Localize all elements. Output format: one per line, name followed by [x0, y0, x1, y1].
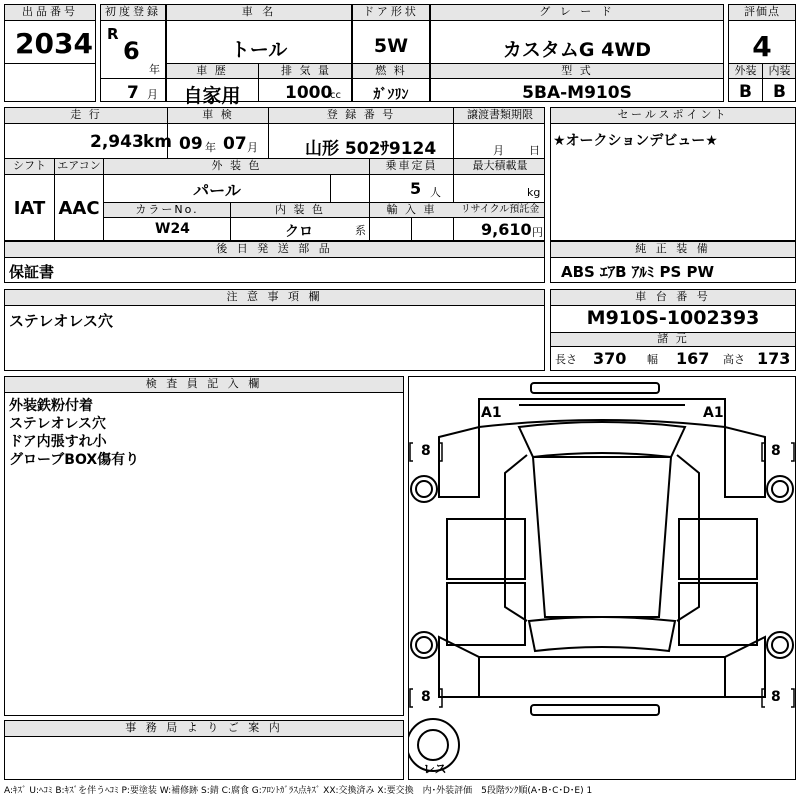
car-diagram-box	[408, 376, 796, 780]
load-unit: kg	[527, 186, 541, 199]
shift-label: シフト	[13, 159, 46, 172]
recycle-unit: 円	[532, 226, 543, 239]
capacity-label: 乗車定員	[385, 159, 438, 172]
transfer-day-unit: 日	[529, 144, 542, 157]
inspection-month: 07	[223, 134, 247, 154]
office-label: 事 務 局 よ り ご 案 内	[5, 721, 403, 737]
height-label: 高さ	[723, 353, 745, 366]
tire-rear-left: 8	[421, 689, 431, 705]
shift: IAT	[13, 198, 46, 219]
inspection-month-unit: 月	[247, 141, 260, 154]
recycle-fee: 9,610	[481, 220, 532, 239]
car-diagram	[409, 377, 795, 779]
notes-box	[4, 289, 545, 371]
grade-box	[430, 4, 724, 102]
length: 370	[593, 349, 627, 368]
tire-front-left: 8	[421, 443, 431, 459]
inspection-year: 09	[179, 134, 203, 154]
score-label: 評価点	[729, 5, 795, 21]
door-box	[352, 4, 430, 102]
reg-month: 7	[127, 83, 139, 103]
recycle-label: リサイクル預託金	[460, 204, 540, 215]
later-parts-label: 後 日 発 送 部 品	[5, 242, 544, 258]
height: 173	[757, 349, 791, 368]
chassis-label: 車 台 番 号	[551, 290, 795, 306]
office-box	[4, 720, 404, 780]
capacity: 5	[410, 179, 422, 198]
car-name: トール	[230, 39, 288, 61]
lot-box	[4, 4, 96, 102]
inspector-line-4: グローブBOX傷有り	[9, 452, 140, 468]
a1-right-mark: A1	[703, 405, 724, 421]
inspection-year-unit: 年	[205, 141, 218, 154]
exterior-color: パール	[193, 181, 241, 200]
later-parts-text: 保証書	[9, 263, 55, 281]
equipment-label: 純 正 装 備	[551, 242, 795, 258]
spare-tire: レス	[423, 762, 447, 776]
import-label: 輸 入 車	[386, 203, 437, 216]
fuel: ｶﾞｿﾘﾝ	[373, 87, 409, 103]
notes-label: 注 意 事 項 欄	[5, 290, 544, 306]
history-label: 車 歴	[196, 64, 228, 77]
color-label: 外 装 色	[211, 159, 262, 172]
score: 4	[752, 30, 772, 63]
later-parts-box	[4, 241, 545, 283]
tire-front-right: 8	[771, 443, 781, 459]
registration-number: 山形 502ｻ9124	[305, 139, 437, 159]
lot-number: 2034	[15, 27, 93, 60]
interior-grade: B	[773, 82, 786, 102]
first-reg-label: 初度登録	[101, 5, 165, 21]
detail-grid	[4, 107, 545, 241]
displacement-label: 排 気 量	[281, 64, 331, 77]
inspector-line-1: 外装鉄粉付着	[9, 398, 93, 414]
ac-label: エアコン	[57, 159, 101, 172]
ac: AAC	[58, 198, 100, 219]
int-color-unit: 系	[355, 224, 368, 237]
sales-point-box	[550, 107, 796, 241]
chassis-number: M910S-1002393	[586, 307, 760, 329]
width-label: 幅	[647, 353, 658, 366]
exterior-label: 外装	[734, 64, 757, 77]
interior-color: クロ	[285, 224, 313, 240]
era: R	[107, 25, 119, 43]
chassis-box	[550, 289, 796, 371]
equipment-box	[550, 241, 796, 283]
color-no: W24	[155, 221, 190, 237]
first-registration-box	[100, 4, 166, 102]
car-name-label: 車 名	[167, 5, 351, 21]
grade: カスタムG 4WD	[502, 39, 652, 61]
grade-label: グ レ ー ド	[431, 5, 723, 21]
mileage: 2,943	[90, 132, 144, 152]
sales-point-label: セールスポイント	[551, 108, 795, 124]
reg-year: 6	[123, 37, 140, 65]
transfer-month-unit: 月	[493, 144, 506, 157]
a1-left-mark: A1	[481, 405, 502, 421]
interior-label: 内装	[768, 64, 791, 77]
inspection-label: 車 検	[202, 108, 234, 121]
year-unit: 年	[149, 63, 162, 76]
exterior-grade: B	[739, 82, 752, 102]
lot-label: 出品番号	[5, 5, 95, 21]
history: 自家用	[183, 85, 241, 107]
reg-number-label: 登 録 番 号	[326, 108, 396, 121]
door-type: 5W	[373, 35, 409, 57]
load-label: 最大積載量	[472, 159, 528, 172]
sales-point-text: ★オークションデビュー★	[553, 133, 718, 149]
score-box	[728, 4, 796, 102]
capacity-unit: 人	[430, 186, 443, 199]
inspector-line-3: ドア内張すれ小	[9, 434, 107, 450]
equipment-text: ABS ｴｱB ｱﾙﾐ PS PW	[561, 263, 715, 281]
fuel-label: 燃 料	[375, 64, 407, 77]
notes-text: ステレオレス穴	[9, 312, 113, 330]
mileage-unit: km	[143, 132, 173, 152]
inspector-line-2: ステレオレス穴	[9, 416, 107, 432]
inspector-label: 検 査 員 記 入 欄	[5, 377, 403, 393]
transfer-label: 譲渡書類期限	[467, 108, 533, 121]
displacement-unit: cc	[330, 90, 341, 101]
length-label: 長さ	[555, 353, 577, 366]
color-no-label: カラーNo.	[135, 203, 199, 216]
displacement: 1000	[285, 83, 333, 103]
inspector-box	[4, 376, 404, 716]
tire-rear-right: 8	[771, 689, 781, 705]
door-label: ドア形状	[353, 5, 429, 21]
car-name-box	[166, 4, 352, 107]
int-color-label: 内 装 色	[275, 203, 325, 216]
specs-label: 諸 元	[657, 332, 689, 345]
width: 167	[676, 349, 710, 368]
legend-text: A:ｷｽﾞ U:ﾍｺﾐ B:ｷｽﾞを伴うﾍｺﾐ P:要塗装 W:補修跡 S:錆 C:腐食 G:ﾌﾛﾝﾄｶﾞﾗｽ点ｷｽﾞ XX:交換済み X:要交換 内･外装評価 5段階ﾗﾝｸ順(A･B･C･D･E) 1	[4, 786, 593, 796]
model-code: 5BA-M910S	[522, 83, 632, 103]
model-label: 型 式	[561, 64, 593, 77]
mileage-label: 走 行	[70, 108, 102, 121]
month-unit: 月	[147, 88, 160, 101]
